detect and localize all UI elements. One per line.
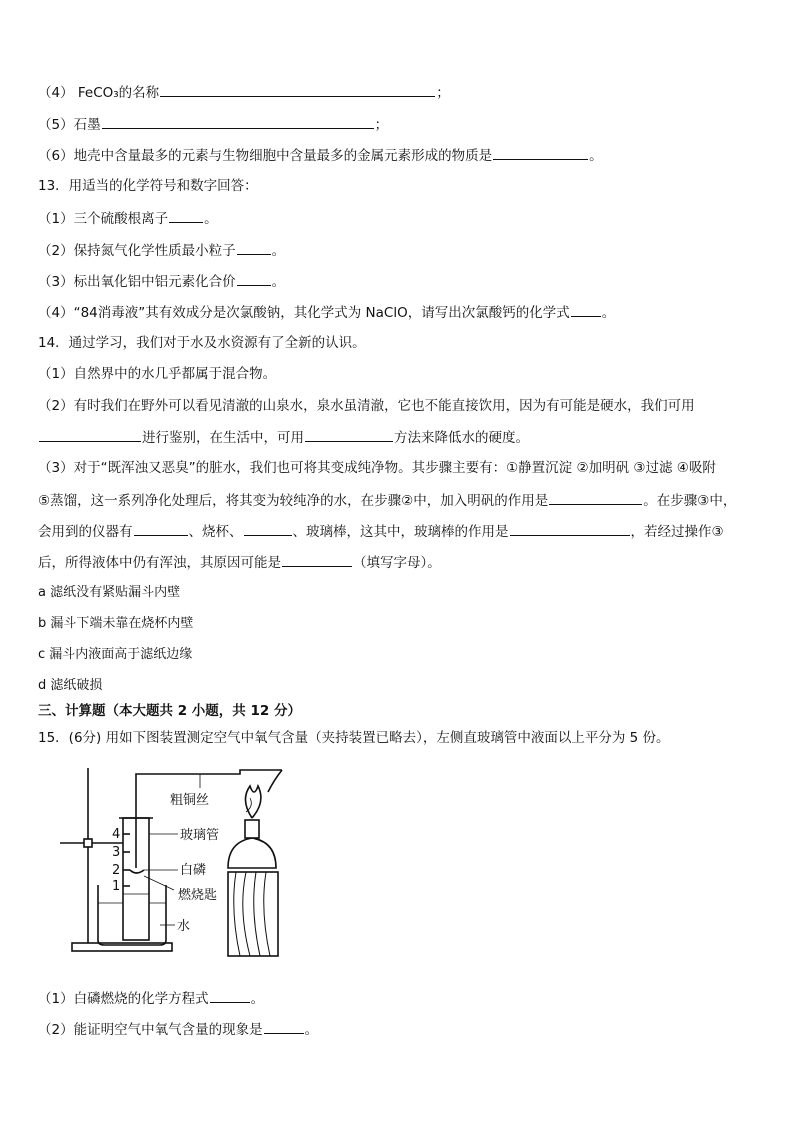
answer-blank[interactable] [305,427,393,442]
label-copper-wire: 粗铜丝 [170,793,210,808]
answer-blank[interactable] [264,1019,304,1034]
scale-label-3: 3 [112,845,121,860]
q13-item4: （4）“84消毒液”其有效成分是次氯酸钠，其化学式为 NaClO，请写出次氯酸钙的化学式 。 [38,302,615,323]
section-heading: 三、计算题（本大题共 2 小题，共 12 分） [38,703,301,719]
q13-item1: （1）三个硫酸根离子 。 [38,208,218,229]
answer-blank[interactable] [282,552,352,567]
answer-blank[interactable] [237,271,271,286]
alcohol-lamp [228,838,276,868]
q12-item4-text: （4） FeCO₃的名称 [38,85,160,101]
q12-item6: （6）地壳中含量最多的元素与生物细胞中含量最多的金属元素形成的物质是 。 [38,145,603,166]
q14-item1: （1）自然界中的水几乎都属于混合物。 [38,366,277,382]
q12-item5: （5）石墨 ； [38,114,388,135]
q14-item2-line2: 进行鉴别，在生活中，可用 方法来降低水的硬度。 [38,427,529,448]
label-white-phosphorus: 白磷 [180,863,207,878]
label-burning-spoon: 燃烧匙 [178,888,218,903]
q12-item5-text: （5）石墨 [38,117,101,133]
q13-item2: （2）保持氮气化学性质最小粒子 。 [38,240,285,261]
scale-label-2: 2 [112,863,121,878]
q14-stem: 14．通过学习，我们对于水及水资源有了全新的认识。 [38,335,366,351]
q13-item3: （3）标出氧化铝中铝元素化合价 。 [38,271,285,292]
q13-stem: 13．用适当的化学符号和数字回答： [38,178,258,194]
answer-blank[interactable] [169,208,203,223]
answer-blank[interactable] [134,521,188,536]
q14-option-b: b 漏斗下端未靠在烧杯内壁 [38,616,194,631]
answer-blank[interactable] [39,427,141,442]
answer-blank[interactable] [549,490,642,505]
answer-blank[interactable] [102,114,374,129]
q14-item3-line4: 后，所得液体中仍有浑浊，其原因可能是 （填写字母）。 [38,552,441,573]
q14-item3-line3: 会用到的仪器有 、烧杯、 、玻璃棒，这其中，玻璃棒的作用是 ，若经过操作③ [38,521,724,542]
q14-option-d: d 滤纸破损 [38,678,103,693]
q15-item2: （2）能证明空气中氧气含量的现象是 。 [38,1019,318,1040]
answer-blank[interactable] [210,988,250,1003]
q14-option-c: c 漏斗内液面高于滤纸边缘 [38,647,193,662]
q15-item1: （1）白磷燃烧的化学方程式 。 [38,988,264,1009]
label-glass-tube: 玻璃管 [180,828,220,843]
q14-option-a: a 滤纸没有紧贴漏斗内壁 [38,585,181,600]
q12-item6-text: （6）地壳中含量最多的元素与生物细胞中含量最多的金属元素形成的物质是 [38,148,493,164]
answer-blank[interactable] [493,145,588,160]
label-water: 水 [177,919,191,934]
answer-blank[interactable] [237,240,271,255]
lamp-flame [245,786,260,818]
wooden-block [228,872,278,956]
scale-label-4: 4 [112,827,121,842]
q15-stem: 15．(6分) 用如下图装置测定空气中氧气含量（夹持装置已略去），左侧直玻璃管中液面以上平分为 5 份。 [38,730,670,746]
q14-item3-line2: ⑤蒸馏，这一系列净化处理后，将其变为较纯净的水，在步骤②中，加入明矾的作用是 。在步骤③中， [38,490,736,511]
answer-blank[interactable] [244,521,292,536]
q14-item2-line1: （2）有时我们在野外可以看见清澈的山泉水，泉水虽清澈，它也不能直接饮用，因为有可能是硬水，我们可用 [38,398,695,414]
q14-item3-line1: （3）对于“既浑浊又恶臭”的脏水，我们也可将其变成纯净物。其步骤主要有：①静置沉淀 ②加明矾 ③过滤 ④吸附 [38,460,716,476]
answer-blank[interactable] [510,521,630,536]
answer-blank[interactable] [571,302,601,317]
scale-label-1: 1 [112,879,121,894]
answer-blank[interactable] [160,82,435,97]
q12-item4: （4） FeCO₃的名称 ； [38,82,450,103]
apparatus-figure [60,760,380,975]
